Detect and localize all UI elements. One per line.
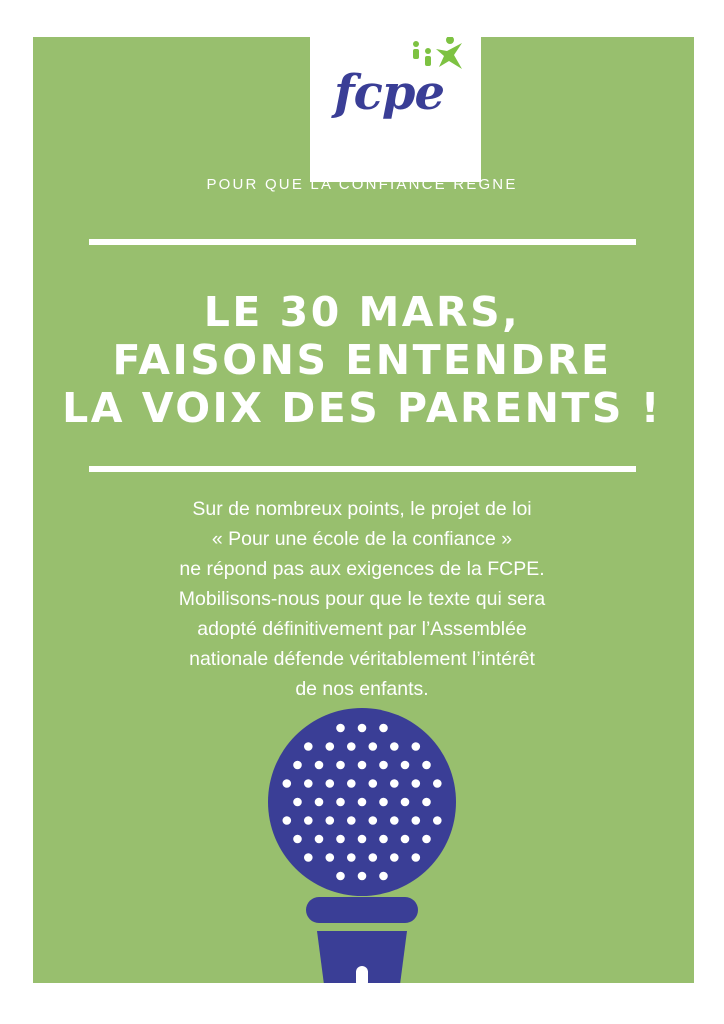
grille-dot [369,816,378,825]
grille-dot [390,853,399,862]
grille-dot [326,816,335,825]
microphone-handle [317,931,407,1000]
grille-dot [390,779,399,788]
grille-dot [283,779,292,788]
grille-dot [336,835,345,844]
grille-dot [315,761,324,770]
grille-dot [347,853,356,862]
grille-dot [293,798,302,807]
grille-dot [401,798,410,807]
grille-dot [336,724,345,733]
tagline: POUR QUE LA CONFIANCE RÈGNE [206,176,518,193]
grille-dot [336,872,345,881]
grille-dot [358,761,367,770]
grille-dot [358,798,367,807]
grille-dot [326,742,335,751]
headline-line: LA VOIX DES PARENTS ! [62,384,662,432]
grille-dot [379,835,388,844]
grille-dot [304,816,313,825]
grille-dot [293,835,302,844]
microphone-collar [306,897,418,923]
body-line: Mobilisons-nous pour que le texte qui sera [178,588,546,610]
grille-dot [412,742,421,751]
body-line: Sur de nombreux points, le projet de loi [192,498,532,520]
grille-dot [379,798,388,807]
grille-dot [422,761,431,770]
grille-dot [358,872,367,881]
grille-dot [358,835,367,844]
grille-dot [326,853,335,862]
grille-dot [379,872,388,881]
grille-dot [326,779,335,788]
body-line: « Pour une école de la confiance » [211,528,513,550]
grille-dot [369,779,378,788]
grille-dot [347,742,356,751]
grille-dot [304,853,313,862]
grille-dot [336,798,345,807]
grille-dot [412,853,421,862]
grille-dot [283,816,292,825]
grille-dot [315,798,324,807]
grille-dot [347,779,356,788]
body-line: de nos enfants. [295,678,429,700]
grille-dot [433,816,442,825]
grille-dot [358,724,367,733]
grille-dot [369,742,378,751]
grille-dot [293,761,302,770]
grille-dot [336,761,345,770]
logo-text: fcpe [334,65,444,121]
grille-dot [379,761,388,770]
grille-dot [304,779,313,788]
body-line: ne répond pas aux exigences de la FCPE. [179,558,545,580]
body-line: nationale défende véritablement l’intérêt [189,648,535,670]
grille-dot [390,816,399,825]
grille-dot [401,835,410,844]
grille-dot [422,798,431,807]
grille-dot [412,816,421,825]
grille-dot [412,779,421,788]
body-line: adopté définitivement par l’Assemblée [197,618,527,640]
grille-dot [347,816,356,825]
grille-dot [379,724,388,733]
headline-line: LE 30 MARS, [203,288,521,336]
headline-line: FAISONS ENTENDRE [112,336,612,384]
grille-dot [390,742,399,751]
grille-dot [401,761,410,770]
grille-dot [422,835,431,844]
grille-dot [369,853,378,862]
microphone-switch [356,966,368,988]
grille-dot [304,742,313,751]
grille-dot [315,835,324,844]
grille-dot [433,779,442,788]
